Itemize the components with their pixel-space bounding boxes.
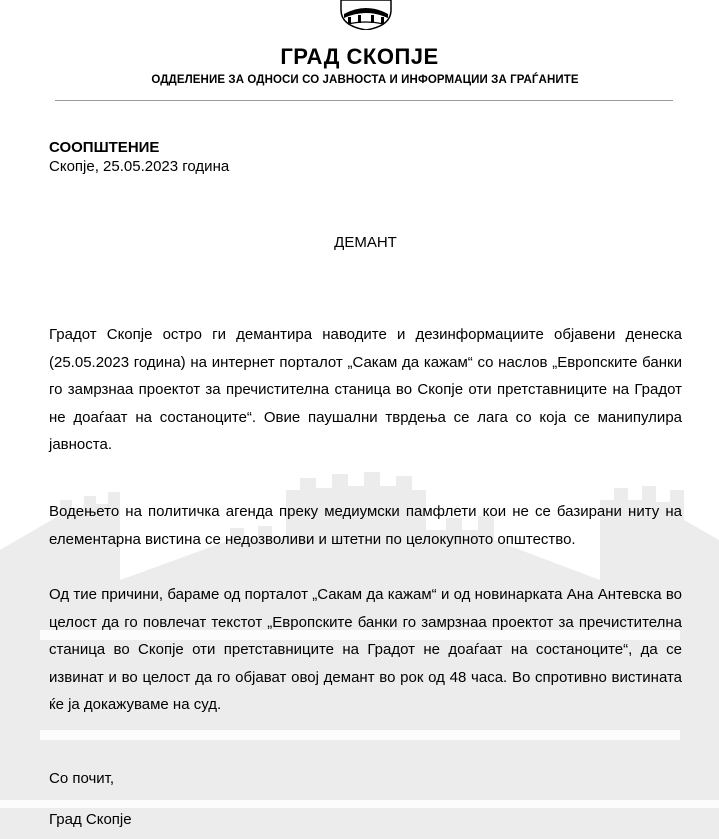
signature: Град Скопје (49, 811, 132, 828)
closing-salutation: Со почит, (49, 770, 115, 787)
body-paragraph: Градот Скопје остро ги демантира наводите и дезинформациите објавени денеска (25.05.2023 година) на интернет порталот „Сакам да кажам“ со наслов „Европските банки го замрзнаа проектот за пречистителна станица во Скопје оти претставниците на Градот не доаѓаат на состаноците“. Овие паушални тврдења се лага со која се манипулира јавноста. (49, 326, 682, 453)
city-coat-of-arms-icon (338, 0, 394, 30)
document-heading: ДЕМАНТ (334, 234, 397, 251)
document-type: СООПШТЕНИЕ (49, 139, 160, 156)
header-divider (55, 100, 673, 101)
department-subtitle: ОДДЕЛЕНИЕ ЗА ОДНОСИ СО ЈАВНОСТА И ИНФОРМАЦИИ ЗА ГРАЃАНИТЕ (151, 74, 579, 86)
city-title: ГРАД СКОПЈЕ (280, 44, 439, 69)
body-paragraph: Од тие причини, бараме од порталот „Сакам да кажам“ и од новинарката Ана Антевска во целост да го повлечат текстот „Европските банки го замрзнаа проектот за пречистителна станица во Скопје оти претставниците на Градот не доаѓаат на состаноците“, да се извинат и во целост да го објават овој демант во рок од 48 часа. Во спротивно вистината ќе ја докажуваме на суд. (49, 586, 682, 713)
body-paragraph: Водењето на политичка агенда преку медиумски памфлети кои не се базирани ниту на елементарна вистина се недозволиви и штетни по целокупното општество. (49, 503, 682, 548)
place-date: Скопје, 25.05.2023 година (49, 158, 230, 175)
